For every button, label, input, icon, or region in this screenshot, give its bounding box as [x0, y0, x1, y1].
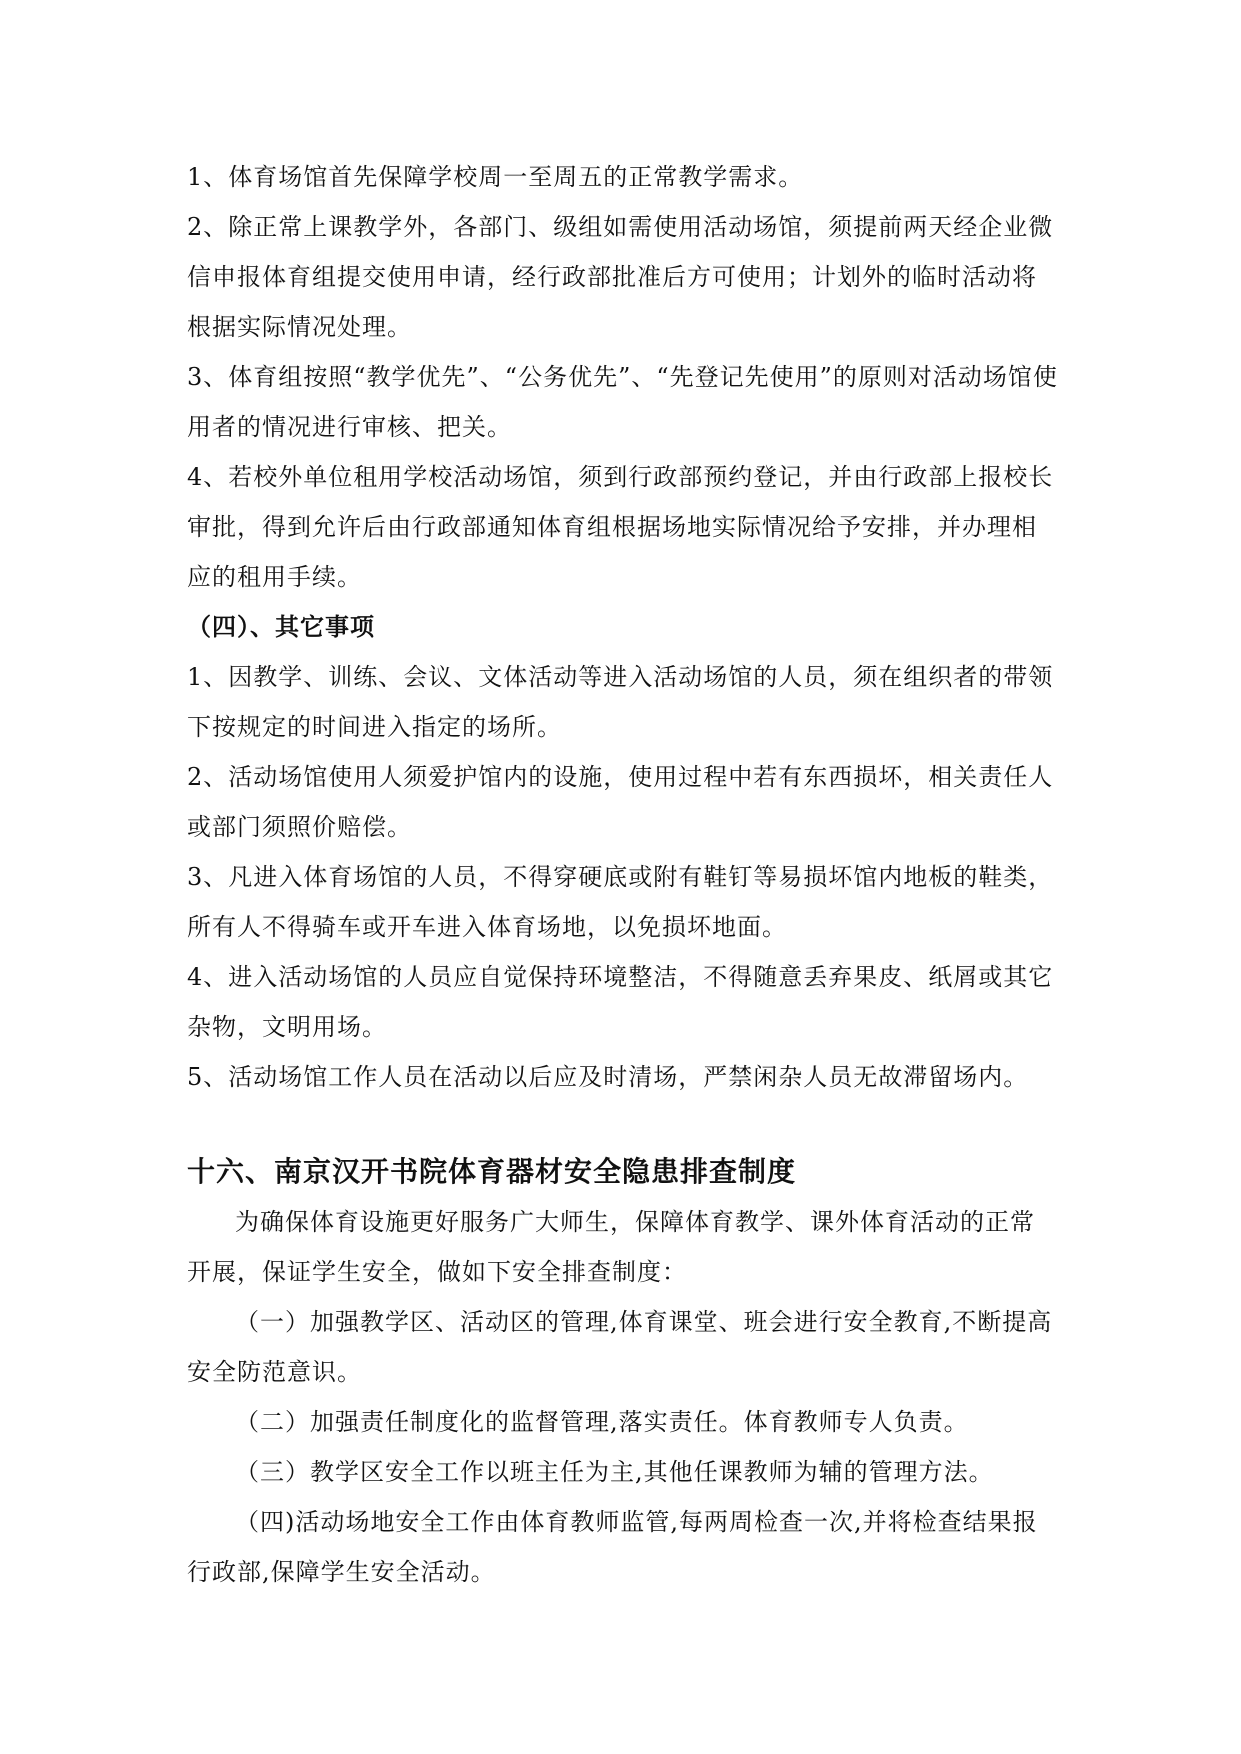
- rule-item-4: 4、若校外单位租用学校活动场馆，须到行政部预约登记，并由行政部上报校长审批，得到允许后由行政部通知体育组根据场地实际情况给予安排，并办理相应的租用手续。: [187, 463, 1054, 591]
- other-item-5: 5、活动场馆工作人员在活动以后应及时清场，严禁闲杂人员无故滞留场内。: [187, 1063, 1029, 1091]
- rule-item-3: 3、体育组按照“教学优先”、“公务优先”、“先登记先使用”的原则对活动场馆使用者的情况进行审核、把关。: [187, 363, 1058, 441]
- document-page: [187, 152, 1059, 1597]
- other-item-3: 3、凡进入体育场馆的人员，不得穿硬底或附有鞋钉等易损坏馆内地板的鞋类，所有人不得骑车或开车进入体育场地，以免损坏地面。: [187, 863, 1054, 941]
- section16-intro: 为确保体育设施更好服务广大师生，保障体育教学、课外体育活动的正常开展，保证学生安全，做如下安全排查制度：: [187, 1208, 1035, 1286]
- safety-item-1: （一）加强教学区、活动区的管理,体育课堂、班会进行安全教育,不断提高安全防范意识。: [187, 1308, 1053, 1386]
- section-spacer: [187, 1102, 1059, 1147]
- safety-item-2: （二）加强责任制度化的监督管理,落实责任。体育教师专人负责。: [235, 1408, 969, 1436]
- section-heading-other: （四）、其它事项: [187, 613, 375, 641]
- other-item-4: 4、进入活动场馆的人员应自觉保持环境整洁，不得随意丢弃果皮、纸屑或其它杂物，文明用场。: [187, 963, 1054, 1041]
- safety-item-4: （四)活动场地安全工作由体育教师监管,每两周检查一次,并将检查结果报行政部,保障学生安全活动。: [187, 1508, 1038, 1586]
- safety-item-3: （三）教学区安全工作以班主任为主,其他任课教师为辅的管理方法。: [235, 1458, 994, 1486]
- rule-item-1: 1、体育场馆首先保障学校周一至周五的正常教学需求。: [187, 163, 804, 191]
- section-title-16: 十六、南京汉开书院体育器材安全隐患排查制度: [187, 1155, 797, 1188]
- rule-item-2: 2、除正常上课教学外，各部门、级组如需使用活动场馆，须提前两天经企业微信申报体育组提交使用申请，经行政部批准后方可使用；计划外的临时活动将根据实际情况处理。: [187, 213, 1054, 341]
- other-item-1: 1、因教学、训练、会议、文体活动等进入活动场馆的人员，须在组织者的带领下按规定的时间进入指定的场所。: [187, 663, 1054, 741]
- other-item-2: 2、活动场馆使用人须爱护馆内的设施，使用过程中若有东西损坏，相关责任人或部门须照价赔偿。: [187, 763, 1054, 841]
